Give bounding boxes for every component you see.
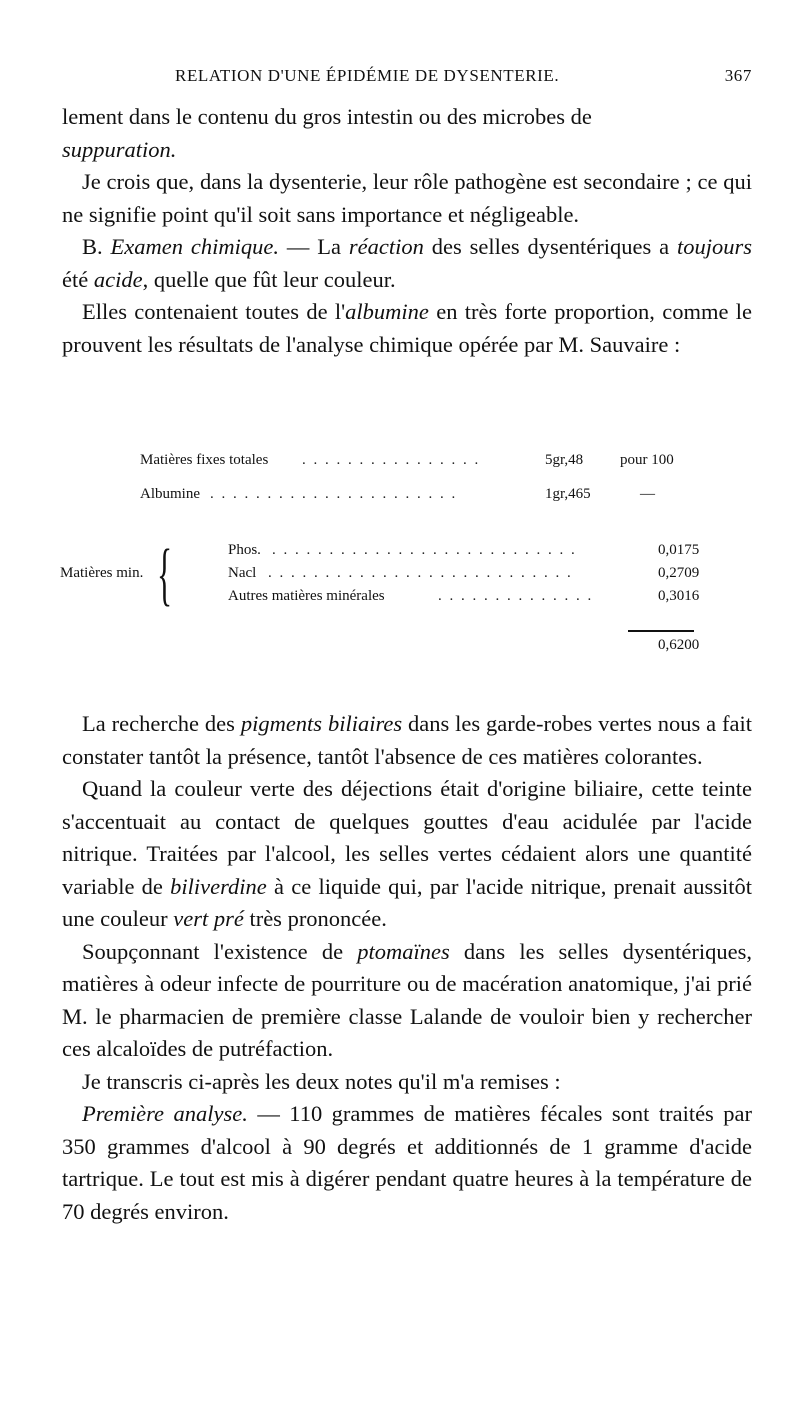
italic-term: vert pré bbox=[173, 906, 244, 931]
italic-term: biliverdine bbox=[170, 873, 267, 899]
italic-term: pigments biliaires bbox=[240, 711, 403, 736]
paragraph: Soupçonnant l'existence de ptomaïnes dans les selles dysentériques, matières à odeur infecte de pourriture ou de macération anatomique, j'ai prié M. le pharmacien de première classe Lalande de vouloir bien y rechercher ces alcaloïdes de putréfaction. bbox=[62, 938, 752, 1061]
italic-term: acide bbox=[93, 266, 143, 292]
italic-term: réaction bbox=[348, 234, 424, 259]
italic-term: Examen chimique. bbox=[110, 234, 279, 259]
text-block-top bbox=[62, 101, 752, 361]
paragraph: B. Examen chimique. — La réaction des selles dysentériques a toujours été acide, quelle que fût leur couleur. bbox=[62, 234, 752, 292]
table-row: Albumine . . . . . . . . . . . . . . . . . . . . . . 1gr,465 — bbox=[140, 486, 655, 502]
table-row: Matières fixes totales . . . . . . . . . . . . . . . . 5gr,48 pour 100 bbox=[140, 452, 674, 468]
paragraph: Quand la couleur verte des déjections était d'origine biliaire, cette teinte s'accentuait au contact de quelques gouttes d'eau acidulée par l'acide nitrique. Traitées par l'alcool, les selles vertes cédaient alors une quantité variable de biliverdine à ce liquide qui, par l'acide nitrique, prenait aussitôt une couleur vert pré très prononcée. bbox=[62, 776, 752, 931]
text-block-bottom bbox=[62, 708, 752, 1228]
group-label: Matières min. bbox=[60, 565, 144, 581]
page-number: 367 bbox=[724, 66, 752, 85]
italic-term: Première analyse. bbox=[82, 1101, 248, 1126]
paragraph: La recherche des pigments biliaires dans les garde-robes vertes nous a fait constater tantôt la présence, tantôt l'absence de ces matières colorantes. bbox=[62, 711, 752, 769]
italic-term: suppuration. bbox=[62, 136, 177, 162]
curly-brace: { bbox=[157, 536, 173, 613]
italic-term: albumine bbox=[345, 299, 429, 324]
italic-term: ptomaïnes bbox=[357, 938, 450, 964]
running-title: RELATION D'UNE ÉPIDÉMIE DE DYSENTERIE. bbox=[175, 66, 560, 85]
paragraph: Première analyse. — 110 grammes de matières fécales sont traités par 350 grammes d'alcool à 90 degrés et additionnés de 1 gramme d'acide tartrique. Le tout est mis à digérer pendant quatre heures à la température de 70 degrés environ. bbox=[62, 1101, 753, 1224]
sum-rule bbox=[628, 630, 694, 632]
table-row: Nacl . . . . . . . . . . . . . . . . . . . . . . . . . . . 0,2709 bbox=[228, 565, 700, 581]
paragraph: Elles contenaient toutes de l'albumine en très forte proportion, comme le prouvent les résultats de l'analyse chimique opérée par M. Sauvaire : bbox=[62, 299, 752, 357]
paragraph: lement dans le contenu du gros intestin ou des microbes de suppuration. bbox=[62, 104, 592, 162]
paragraph: Je crois que, dans la dysenterie, leur rôle pathogène est secondaire ; ce qui ne signifie point qu'il soit sans importance et négligeable. bbox=[62, 169, 752, 227]
table-row: Phos. . . . . . . . . . . . . . . . . . . . . . . . . . . . 0,0175 bbox=[228, 542, 700, 558]
italic-term: toujours bbox=[676, 234, 752, 259]
running-header bbox=[62, 66, 752, 92]
table-total: 0,6200 bbox=[658, 637, 700, 653]
table-row: Autres matières minérales . . . . . . . . . . . . . . 0,3016 bbox=[228, 588, 700, 604]
paragraph: Je transcris ci-après les deux notes qu'il m'a remises : bbox=[82, 1068, 561, 1094]
